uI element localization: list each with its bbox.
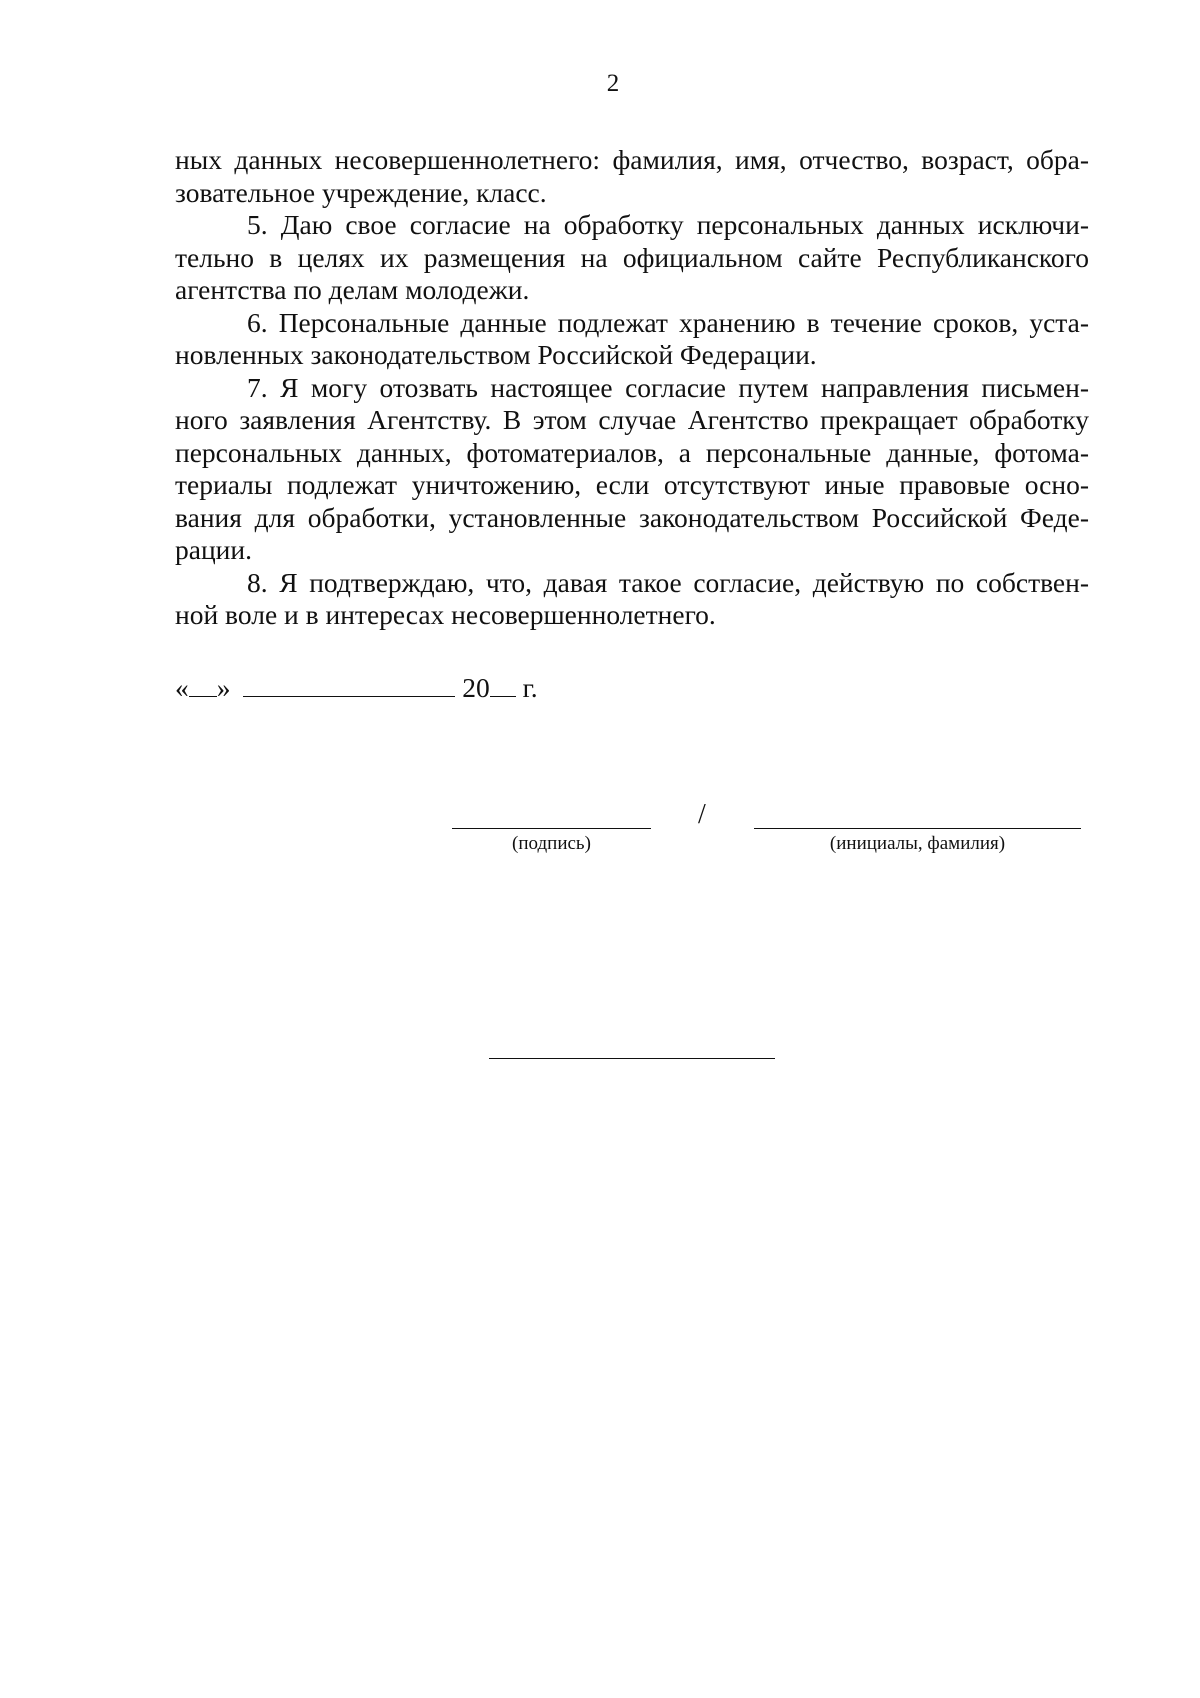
text-line: вания для обработки, установленные законодательством Российской Феде- <box>175 501 1089 533</box>
paragraph-item-8 <box>175 567 1089 600</box>
paragraph-item-5 <box>175 209 1089 242</box>
date-close-quote: » <box>216 672 231 703</box>
text-line: 8. Я подтверждаю, что, давая такое согласие, действую по собствен- <box>247 566 1089 598</box>
signature-line[interactable] <box>452 828 651 829</box>
paragraph-item-8-end <box>175 599 1089 632</box>
paragraph-item-7-line <box>175 502 1089 535</box>
text-line: персональных данных, фотоматериалов, а персональные данные, фотома- <box>175 436 1089 468</box>
page-number: 2 <box>606 70 620 97</box>
paragraph-item-5-line <box>175 242 1089 275</box>
paragraph-continuation-end <box>175 177 1089 210</box>
signature-separator: / <box>698 799 706 830</box>
month-blank[interactable] <box>243 670 455 697</box>
paragraph-item-7-line <box>175 404 1089 437</box>
text-line: 5. Даю свое согласие на обработку персональных данных исключи- <box>247 209 1089 240</box>
paragraph-item-6 <box>175 307 1089 340</box>
paragraph-item-7 <box>175 372 1089 405</box>
paragraph-item-6-end <box>175 339 1089 372</box>
text-line: тельно в целях их размещения на официальном сайте Республиканского <box>175 241 1089 273</box>
text-line: новленных законодательством Российской Федерации. <box>175 339 817 370</box>
text-line: ной воле и в интересах несовершеннолетнего. <box>175 599 716 630</box>
paragraph-item-7-line <box>175 469 1089 502</box>
text-line: зовательное учреждение, класс. <box>175 176 547 208</box>
name-line[interactable] <box>754 828 1081 829</box>
text-line: агентства по делам молодежи. <box>175 274 530 305</box>
date-field <box>175 670 538 704</box>
year-blank[interactable] <box>490 670 516 697</box>
signature-caption: (подпись) <box>512 833 591 854</box>
text-line: 7. Я могу отозвать настоящее согласие путем направления письмен- <box>247 371 1089 403</box>
paragraph-item-5-end <box>175 274 1089 307</box>
year-prefix: 20 <box>462 672 490 703</box>
paragraph-item-7-end <box>175 534 1089 567</box>
body-text <box>175 144 1089 632</box>
text-line: териалы подлежат уничтожению, если отсутствуют иные правовые осно- <box>175 469 1089 500</box>
day-blank[interactable] <box>189 670 217 697</box>
year-suffix: г. <box>522 672 538 703</box>
footer-separator-line <box>489 1058 775 1059</box>
text-line: рации. <box>175 534 252 565</box>
paragraph-item-7-line <box>175 437 1089 470</box>
text-line: 6. Персональные данные подлежат хранению в течение сроков, уста- <box>247 306 1089 338</box>
text-line: ных данных несовершеннолетнего: фамилия, имя, отчество, возраст, обра- <box>175 144 1089 175</box>
text-line: ного заявления Агентству. В этом случае Агентство прекращает обработку <box>175 404 1089 435</box>
name-caption: (инициалы, фамилия) <box>829 833 1006 854</box>
date-open-quote: « <box>175 672 189 703</box>
paragraph-continuation <box>175 144 1089 177</box>
